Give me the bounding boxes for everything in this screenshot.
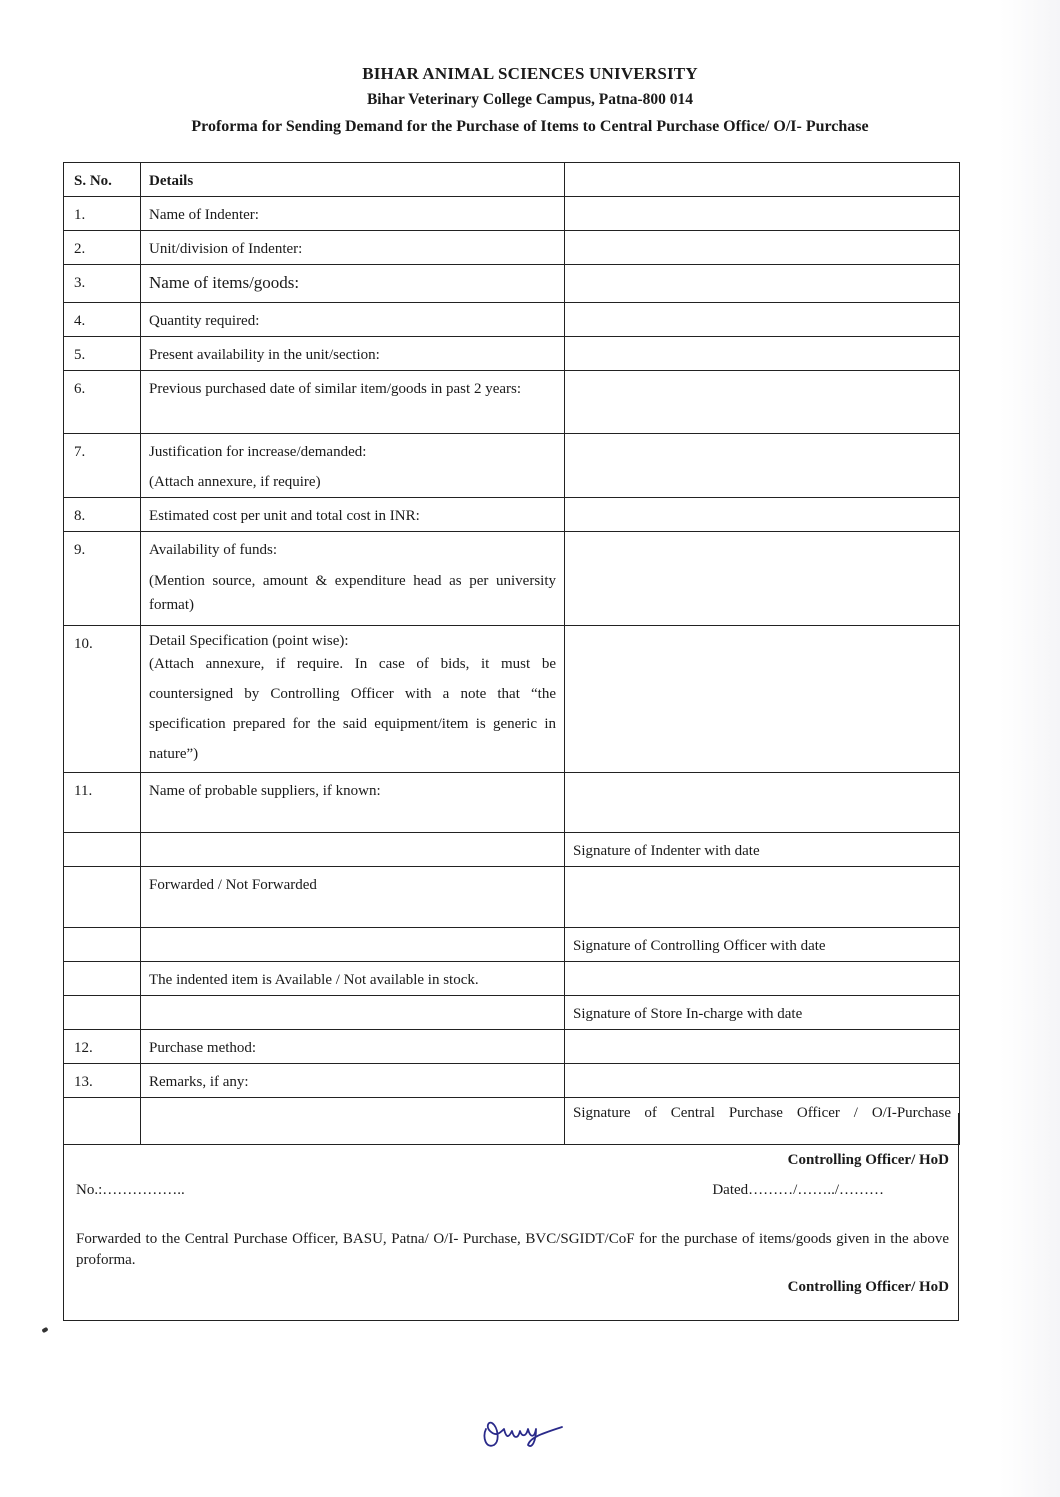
stock-availability-label: The indented item is Available / Not available in stock. (141, 962, 565, 996)
controlling-officer-signature-2: Controlling Officer/ HoD (787, 1279, 949, 1295)
stock-availability-field[interactable] (565, 962, 960, 996)
row-sno: 10. (64, 626, 141, 773)
table-row (64, 434, 960, 498)
scan-speck (41, 1327, 48, 1333)
header-sno: S. No. (64, 163, 141, 197)
blank-cell (64, 928, 141, 962)
forwarded-label: Forwarded / Not Forwarded (141, 867, 565, 928)
present-availability-field[interactable] (565, 337, 960, 371)
row-sno: 11. (64, 773, 141, 833)
row-sno: 5. (64, 337, 141, 371)
row-details: Name of Indenter: (141, 197, 565, 231)
row-details: Justification for increase/demanded: (149, 444, 367, 460)
reference-number: No.:…………….. (76, 1182, 185, 1198)
probable-suppliers-field[interactable] (565, 773, 960, 833)
remarks-field[interactable] (565, 1064, 960, 1098)
quantity-field[interactable] (565, 303, 960, 337)
form-title: Proforma for Sending Demand for the Purchase of Items to Central Purchase Office/ O/I- Purchase (191, 118, 869, 135)
table-row (64, 197, 960, 231)
table-row (64, 337, 960, 371)
blank-cell (141, 996, 565, 1030)
row-details: Estimated cost per unit and total cost in INR: (141, 498, 565, 532)
row-details: Remarks, if any: (141, 1064, 565, 1098)
unit-division-field[interactable] (565, 231, 960, 265)
signature-store-label: Signature of Store In-charge with date (565, 996, 960, 1030)
campus-address: Bihar Veterinary College Campus, Patna-800 014 (366, 91, 694, 108)
table-row (64, 1064, 960, 1098)
table-row (64, 371, 960, 434)
row-details: Detail Specification (point wise): (149, 633, 349, 649)
blank-cell (64, 867, 141, 928)
forwarding-section (63, 1113, 959, 1321)
row-sno: 12. (64, 1030, 141, 1064)
row-details: Purchase method: (141, 1030, 565, 1064)
table-row (64, 867, 960, 928)
row-details: Present availability in the unit/section: (141, 337, 565, 371)
justification-field[interactable] (565, 434, 960, 498)
blank-cell (64, 962, 141, 996)
row-sno: 9. (64, 532, 141, 626)
table-row (64, 962, 960, 996)
funds-availability-field[interactable] (565, 532, 960, 626)
header-details: Details (141, 163, 565, 197)
row-sno: 6. (64, 371, 141, 434)
previous-purchase-date-field[interactable] (565, 371, 960, 434)
table-row (64, 1030, 960, 1064)
table-row (64, 231, 960, 265)
row-details: Previous purchased date of similar item/goods in past 2 years: (141, 371, 565, 434)
row-details: Name of items/goods: (141, 265, 565, 303)
row-details-note: (Attach annexure, if require. In case of bids, it must be countersigned by Controlling Officer with a note that “the specification prepared for the said equipment/item is generic in nature”) (149, 656, 556, 762)
proforma-table (63, 162, 960, 1145)
row-details-cell (141, 434, 565, 498)
table-row (64, 303, 960, 337)
handwritten-signature-icon (478, 1415, 570, 1455)
table-row (64, 498, 960, 532)
row-details: Unit/division of Indenter: (141, 231, 565, 265)
row-sno: 13. (64, 1064, 141, 1098)
row-sno: 2. (64, 231, 141, 265)
row-sno: 7. (64, 434, 141, 498)
table-row (64, 833, 960, 867)
blank-cell (64, 996, 141, 1030)
table-header-row (64, 163, 960, 197)
forwarded-field[interactable] (565, 867, 960, 928)
row-details-note: (Mention source, amount & expenditure head as per university format) (149, 573, 556, 613)
table-row (64, 265, 960, 303)
blank-cell (141, 928, 565, 962)
estimated-cost-field[interactable] (565, 498, 960, 532)
header-blank-cell (565, 163, 960, 197)
name-of-indenter-field[interactable] (565, 197, 960, 231)
row-sno: 4. (64, 303, 141, 337)
row-details-note: (Attach annexure, if require) (149, 474, 321, 490)
row-details: Availability of funds: (149, 542, 278, 558)
blank-cell (64, 833, 141, 867)
page-edge-shade (1000, 0, 1060, 1497)
table-row (64, 928, 960, 962)
signature-controlling-label: Signature of Controlling Officer with date (565, 928, 960, 962)
row-details: Name of probable suppliers, if known: (141, 773, 565, 833)
controlling-officer-signature-1: Controlling Officer/ HoD (787, 1152, 949, 1168)
dated-field: Dated………/……../……… (712, 1182, 884, 1198)
forwarding-note: Forwarded to the Central Purchase Officer, BASU, Patna/ O/I- Purchase, BVC/SGIDT/CoF for the purchase of items/goods given in the above proforma. (76, 1231, 949, 1268)
row-details-cell (141, 626, 565, 773)
table-row (64, 773, 960, 833)
row-details: Quantity required: (141, 303, 565, 337)
signature-indenter-label: Signature of Indenter with date (565, 833, 960, 867)
row-details-cell (141, 532, 565, 626)
row-sno: 1. (64, 197, 141, 231)
blank-cell (141, 833, 565, 867)
table-row (64, 626, 960, 773)
table-row (64, 996, 960, 1030)
university-name: BIHAR ANIMAL SCIENCES UNIVERSITY (362, 64, 698, 83)
row-sno: 8. (64, 498, 141, 532)
specification-field[interactable] (565, 626, 960, 773)
row-sno: 3. (64, 265, 141, 303)
table-row (64, 532, 960, 626)
signature-cpo-text: Signature of Central Purchase Officer / O/I-Purchase (573, 1105, 951, 1121)
items-goods-field[interactable] (565, 265, 960, 303)
purchase-method-field[interactable] (565, 1030, 960, 1064)
